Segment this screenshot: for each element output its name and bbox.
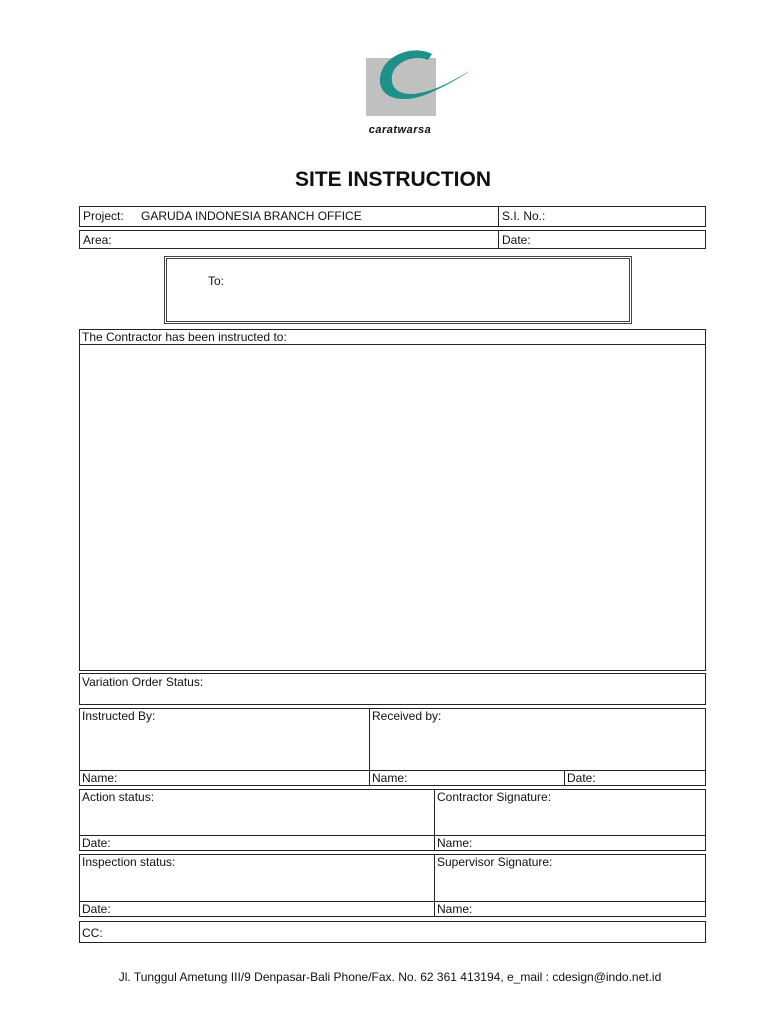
company-logo — [362, 48, 476, 118]
project-value[interactable]: GARUDA INDONESIA BRANCH OFFICE — [141, 209, 362, 223]
si-number-label: S.I. No.: — [502, 209, 546, 223]
contractor-instructions-area[interactable] — [79, 329, 706, 671]
footer-address: Jl. Tunggul Ametung III/9 Denpasar-Bali Phone/Fax. No. 62 361 413194, e_mail : cdesign@indo.net.id — [118, 970, 662, 984]
to-label: To: — [208, 274, 225, 288]
project-label: Project: — [83, 209, 124, 223]
area-label: Area: — [83, 233, 112, 247]
instructed-name-label: Name: — [82, 771, 118, 785]
contractor-name-label: Name: — [437, 836, 473, 850]
to-box[interactable] — [164, 256, 632, 324]
action-date-label: Date: — [82, 836, 111, 850]
instructed-by-label: Instructed By: — [82, 709, 156, 723]
cc-label: CC: — [82, 926, 103, 940]
header-date-label: Date: — [502, 233, 531, 247]
received-by-label: Received by: — [372, 709, 442, 723]
received-date-label: Date: — [567, 771, 596, 785]
received-name-label: Name: — [372, 771, 408, 785]
action-status-box — [79, 789, 706, 851]
inspection-date-label: Date: — [82, 902, 111, 916]
supervisor-name-label: Name: — [437, 902, 473, 916]
variation-label: Variation Order Status: — [82, 675, 204, 689]
inspection-status-label: Inspection status: — [82, 855, 176, 869]
action-status-label: Action status: — [82, 790, 155, 804]
contractor-label: The Contractor has been instructed to: — [82, 330, 287, 344]
area-row — [79, 230, 706, 249]
company-name: caratwarsa — [368, 124, 432, 136]
page-title: SITE INSTRUCTION — [294, 168, 491, 191]
caratwarsa-logo-icon — [362, 48, 476, 118]
contractor-signature-label: Contractor Signature: — [437, 790, 552, 804]
supervisor-signature-label: Supervisor Signature: — [437, 855, 553, 869]
cc-box[interactable] — [79, 921, 706, 943]
